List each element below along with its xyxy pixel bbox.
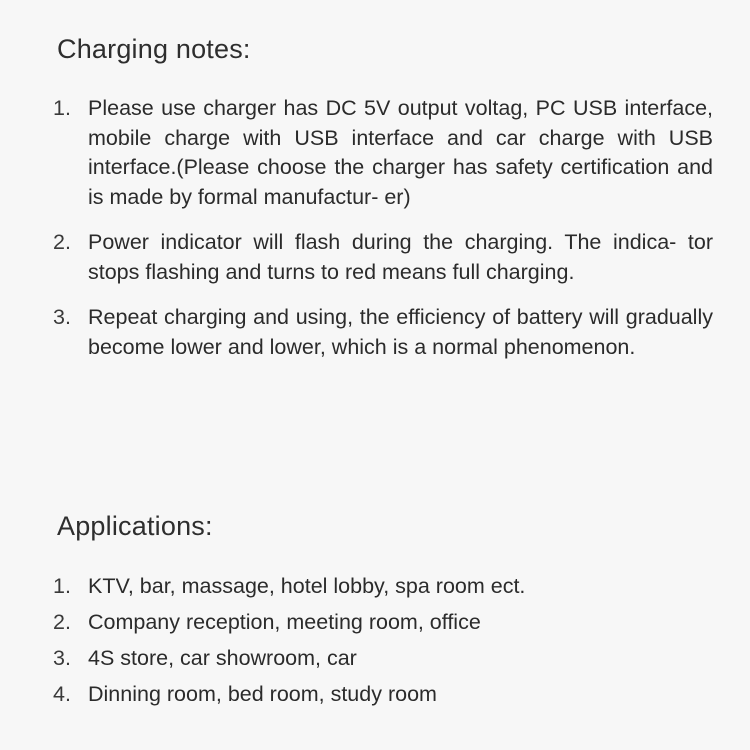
charging-note-item (53, 228, 713, 287)
charging-note-text: Repeat charging and using, the efficiency of battery will gradually become lower and lower, which is a normal phenomenon. (88, 305, 713, 359)
applications-list (53, 572, 713, 716)
charging-note-item (53, 94, 713, 212)
charging-note-number: 1. (53, 96, 71, 120)
application-number: 2. (53, 610, 71, 634)
charging-notes-list (53, 94, 713, 362)
application-item (53, 680, 713, 710)
charging-notes-heading: Charging notes: (57, 34, 251, 64)
charging-note-text: Power indicator will flash during the charging. The indica- tor stops flashing and turns to red means full charging. (88, 230, 713, 284)
charging-note-number: 2. (53, 230, 71, 254)
application-item (53, 608, 713, 638)
applications-heading: Applications: (57, 511, 213, 541)
charging-note-number: 3. (53, 305, 71, 329)
application-item (53, 644, 713, 674)
application-text: Company reception, meeting room, office (88, 610, 481, 634)
charging-note-text: Please use charger has DC 5V output voltag, PC USB interface, mobile charge with USB interface and car charge with USB interface.(Please choose the charger has safety certification and is made by formal manufactur- er) (88, 96, 713, 209)
application-text: 4S store, car showroom, car (88, 646, 357, 670)
application-number: 3. (53, 646, 71, 670)
application-number: 4. (53, 682, 71, 706)
application-item (53, 572, 713, 602)
application-number: 1. (53, 574, 71, 598)
application-text: Dinning room, bed room, study room (88, 682, 437, 706)
application-text: KTV, bar, massage, hotel lobby, spa room ect. (88, 574, 526, 598)
charging-note-item (53, 303, 713, 362)
